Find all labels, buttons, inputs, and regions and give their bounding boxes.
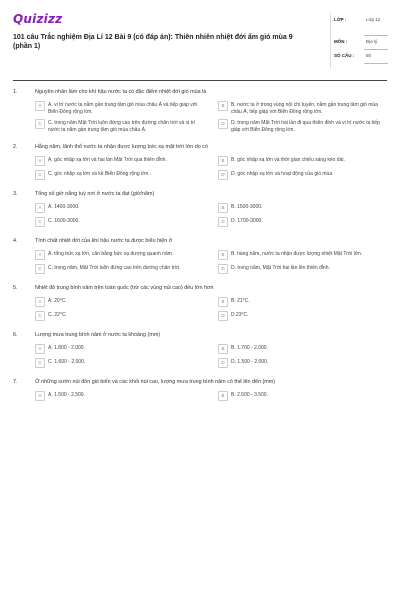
option-letter-box[interactable]: B [218,203,228,213]
option-letter-box[interactable]: C [35,119,45,129]
option-text: A. 1.800 - 2.000. [48,345,85,351]
option-letter-box[interactable]: D [218,311,228,321]
option-text: C. 1600-3000. [48,218,80,224]
answer-option-a[interactable] [35,250,204,260]
option-letter-box[interactable]: B [218,391,228,401]
option-text: D. 1700-3000. [231,218,263,224]
meta-class-row [330,14,388,36]
option-text: C. trong năm Mặt Trời luôn đứng cao trên đường chân trời và vị trí nước ta nằm gần trung tâm gió mùa châu Á. [48,120,196,133]
option-letter-box[interactable]: B [218,297,228,307]
option-text: C. 1.600 - 2.000. [48,359,86,365]
meta-subject-row [330,36,388,50]
question-header [13,237,387,245]
answer-option-a[interactable] [35,391,204,401]
answer-option-b[interactable] [218,344,387,354]
question-number: 7. [13,379,18,385]
question-text: Lượng mưa trung bình năm ở nước ta khoảng (mm) [35,332,161,338]
option-letter-box[interactable]: D [218,264,228,274]
option-text: B. 21°C. [231,298,250,304]
question-header [13,143,387,151]
answer-option-c[interactable] [35,311,204,321]
option-letter-box[interactable]: A [35,203,45,213]
option-letter-box[interactable]: A [35,344,45,354]
answer-option-b[interactable] [218,203,387,213]
option-text: B. góc nhập xạ lớn và thời gian chiếu sáng kéo dài. [231,157,345,163]
answer-option-a[interactable] [35,101,204,115]
option-text: A. 1.500 - 2.500. [48,392,85,398]
answer-options [13,156,387,180]
option-text: B. 1500-3000. [231,204,263,210]
class-label: LỚP : [334,17,347,22]
option-letter-box[interactable]: A [35,250,45,260]
answer-option-c[interactable] [35,217,204,227]
option-text: C. góc nhập xạ lớn và kề Biển Đông rộng lớn. [48,171,150,177]
option-letter-box[interactable]: B [218,101,228,111]
answer-option-d[interactable] [218,311,387,321]
meta-count-row [330,50,388,64]
quizizz-logo: Quizizz [13,12,63,26]
option-letter-box[interactable]: B [218,344,228,354]
question-header [13,88,387,96]
question-number: 1. [13,89,18,95]
count-underline [364,63,388,64]
worksheet-title: 101 câu Trắc nghiệm Địa Lí 12 Bài 9 (có đáp án): Thiên nhiên nhiệt đới ẩm gió mùa 9 (phần 1) [13,34,293,50]
option-text: B. 2.500 - 3.500. [231,392,268,398]
answer-option-c[interactable] [35,264,204,274]
question-header [13,331,387,339]
option-letter-box[interactable]: C [35,358,45,368]
option-text: D. góc nhập xạ lớn và hoạt động của gió mùa [231,171,333,177]
question-text: Tổng số giờ nắng tuỳ nơi ở nước ta đạt (giờ/năm) [35,191,155,197]
answer-option-c[interactable] [35,119,204,133]
question-item [13,143,387,180]
answer-option-a[interactable] [35,156,204,166]
option-letter-box[interactable]: D [218,119,228,129]
option-letter-box[interactable]: D [218,217,228,227]
option-letter-box[interactable]: D [218,358,228,368]
header-divider [13,80,387,81]
answer-option-d[interactable] [218,358,387,368]
subject-value: Địa lý [366,39,378,44]
class-value: Lớp 12 [366,17,381,22]
option-text: D. trong năm Mặt Trời hai lần đi qua thiên đỉnh và vị trí nước ta tiếp giáp với Biển Đông rộng lớn. [231,120,380,133]
option-text: D. trong năm, Mặt Trời hai lần lên thiên đỉnh. [231,265,330,271]
option-letter-box[interactable]: A [35,297,45,307]
subject-label: MÔN : [334,39,348,44]
count-value: 50 [366,53,372,58]
option-text: A. tổng bức xạ lớn, cân bằng bức xạ dương quanh năm. [48,251,174,257]
answer-option-c[interactable] [35,358,204,368]
question-item [13,378,387,401]
answer-options [13,344,387,368]
option-letter-box[interactable]: C [35,311,45,321]
question-text: Nguyên nhân làm cho khí hậu nước ta có đặc điểm nhiệt đới gió mùa là [35,89,207,95]
option-letter-box[interactable]: C [35,170,45,180]
answer-options [13,250,387,274]
option-letter-box[interactable]: B [218,156,228,166]
answer-option-d[interactable] [218,217,387,227]
question-header [13,284,387,292]
answer-option-a[interactable] [35,203,204,213]
question-item [13,237,387,274]
answer-options [13,297,387,321]
option-letter-box[interactable]: C [35,217,45,227]
option-text: A. 1400-3000. [48,204,80,210]
question-item [13,284,387,321]
answer-option-c[interactable] [35,170,204,180]
question-number: 4. [13,238,18,244]
option-text: C. 22°C. [48,312,67,318]
option-letter-box[interactable]: A [35,391,45,401]
option-letter-box[interactable]: C [35,264,45,274]
question-text: Nhiệt độ trung bình năm trên toàn quốc (trừ các vùng núi cao) đều lớn hơn [35,285,214,291]
answer-option-b[interactable] [218,101,387,115]
question-item [13,88,387,133]
option-text: A. góc nhập xạ lớn và hai lần Mặt Trời qua thiên đỉnh. [48,157,167,163]
option-text: A. vị trí nước ta nằm gần trung tâm gió mùa châu Á và tiếp giáp với Biển Đông rộng lớn. [48,102,198,115]
answer-option-b[interactable] [218,391,387,401]
option-text: A. 20°C. [48,298,67,304]
answer-options [13,391,387,401]
option-text: B. nước ta ở trong vùng nội chí tuyến, nằm gần trung tâm gió mùa châu Á, tiếp giáp với Biển Đông rộng lớn. [231,102,378,115]
option-letter-box[interactable]: B [218,250,228,260]
answer-option-a[interactable] [35,344,204,354]
answer-option-a[interactable] [35,297,204,307]
answer-option-d[interactable] [218,170,387,180]
option-text: B. hàng năm, nước ta nhận được lượng nhiệt Mặt Trời lớn. [231,251,363,257]
answer-option-b[interactable] [218,156,387,166]
question-number: 2. [13,144,18,150]
option-text: C. trong năm, Mặt Trời luôn đứng cao trên đường chân trời. [48,265,181,271]
question-item [13,190,387,227]
question-text: Ở những sườn núi đón gió biển và các khối núi cao, lượng mưa trung bình năm có thể lên đến (mm) [35,379,276,385]
question-header [13,190,387,198]
question-text: Tính chất nhiệt đới của khí hậu nước ta được biểu hiện ở [35,238,173,244]
option-letter-box[interactable]: A [35,101,45,111]
option-text: D. 1.500 - 2.000. [231,359,269,365]
question-item [13,331,387,368]
option-letter-box[interactable]: A [35,156,45,166]
question-number: 3. [13,191,18,197]
answer-options [13,101,387,133]
question-list [13,88,387,411]
question-number: 6. [13,332,18,338]
count-label: SỐ CÂU : [334,53,355,58]
answer-option-b[interactable] [218,250,387,260]
question-number: 5. [13,285,18,291]
answer-option-b[interactable] [218,297,387,307]
question-text: Hằng năm, lãnh thổ nước ta nhận được lượng bức xạ mặt trời lớn do có [35,144,208,150]
answer-option-d[interactable] [218,264,387,274]
question-header [13,378,387,386]
option-text: D.23°C. [231,312,249,318]
answer-options [13,203,387,227]
answer-option-d[interactable] [218,119,387,133]
worksheet-meta [330,14,388,64]
option-text: B. 1.700 - 2.000. [231,345,268,351]
option-letter-box[interactable]: D [218,170,228,180]
